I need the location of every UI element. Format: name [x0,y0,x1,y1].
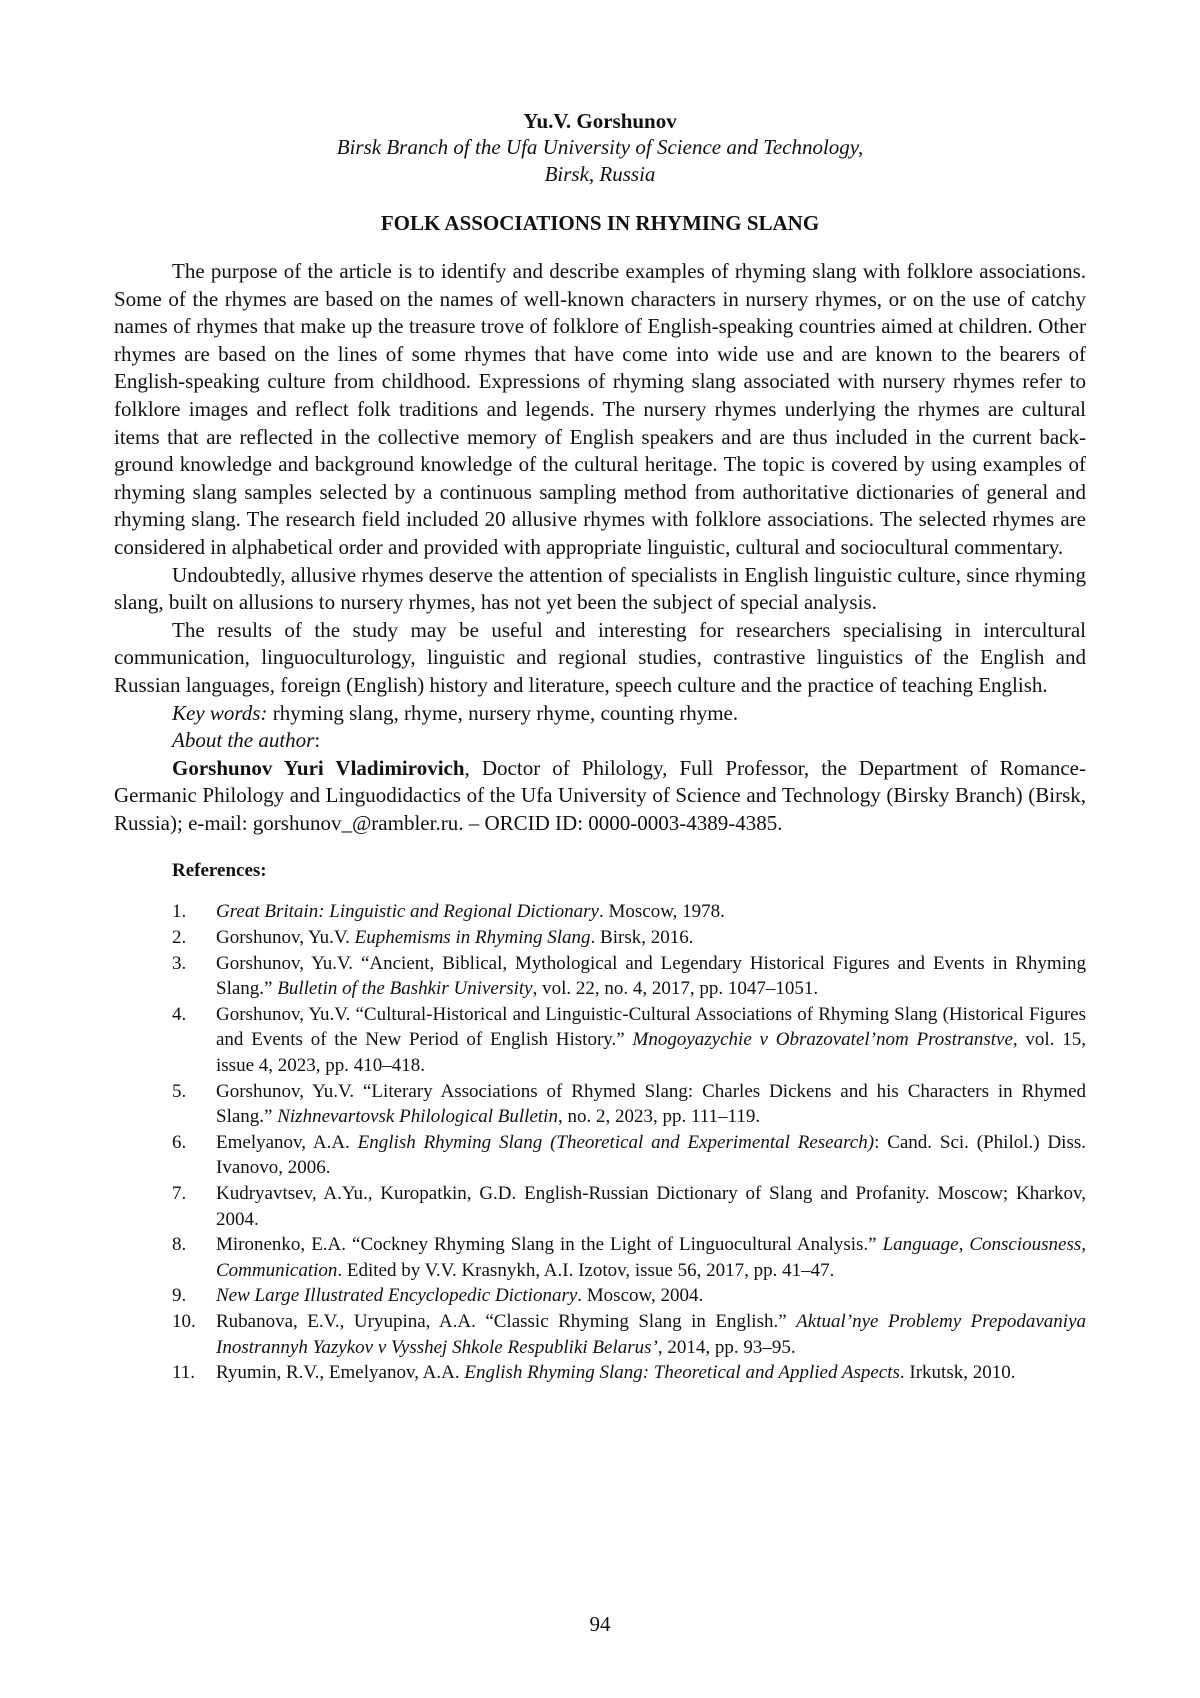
author-bio [114,755,1086,838]
reference-item: 1. Great Britain: Linguistic and Regional Dictionary. Moscow, 1978. [172,901,725,923]
reference-item: 6. Emelyanov, A.A. English Rhyming Slang (Theoretical and Experimental Research): Cand. Sci. (Philol.) Diss. Ivanovo, 2006. [172,1131,1086,1179]
keywords [114,700,1086,728]
author-full-name: Gorshunov Yuri Vladimirovich [172,755,465,780]
keywords-label: Key words: [172,700,268,725]
reference-item: 9. New Large Illustrated Encyclopedic Dictionary. Moscow, 2004. [172,1285,704,1307]
reference-item: 11. Ryumin, R.V., Emelyanov, A.A. English Rhyming Slang: Theoretical and Applied Aspects. Irkutsk, 2010. [172,1362,1016,1384]
keywords-text: rhyming slang, rhyme, nursery rhyme, counting rhyme. [267,700,739,725]
author-bio-text: , Doctor of Philology, Full Professor, the Department of Romance-Germanic Philology and Linguodidactics of the Ufa University of Science and Technology (Birsky Branch) (Birsk, Russia); e-mail: gorshunov_@rambler.ru. – ORCID ID: 0000-0003-4389-4385. [114,755,1086,835]
about-author-heading: About the author: [172,728,321,753]
abstract-paragraph: The purpose of the article is to identify and describe examples of rhyming slang with folklore associations. Some of the rhymes are based on the names of well-known characters in nursery rhymes, or on the use of catchy names of rhymes that make up the treasure trove of folklore of English-speaking countries aimed at children. Other rhymes are based on the lines of some rhymes that have come into wide use and are known to the bearers of English-speaking culture from childhood. Expressions of rhyming slang associated with nursery rhymes refer to folklore images and reflect folk traditions and legends. The nursery rhymes underlying the rhymes are cultural items that are reflected in the collective memory of English speakers and are thus included in the current background knowledge and background knowledge of the cultural heritage. The topic is covered by using examples of rhyming slang samples selected by a continuous sampling method from authoritative dictionaries of general and rhyming slang. The research field included 20 allusive rhymes with folklore associations. The selected rhymes are considered in alphabetical order and provided with appropriate linguistic, cultural and sociocultural commentary. [114,259,1086,559]
references-heading: References: [172,860,267,882]
reference-item: 10. Rubanova, E.V., Uryupina, A.A. “Classic Rhyming Slang in English.” Aktual’nye Problemy Prepodavaniya Inostrannyh Yazykov v Vysshej Shkole Respubliki Belarus’, 2014, pp. 93–95. [172,1310,1086,1358]
reference-item: 2. Gorshunov, Yu.V. Euphemisms in Rhyming Slang. Birsk, 2016. [172,927,694,949]
article [114,108,1086,1386]
abstract-paragraph: The results of the study may be useful and interesting for researchers specialising in intercultural communication, linguoculturology, linguistic and regional studies, contrastive linguistics of the English and Russian languages, foreign (English) history and literature, speech culture and the practice of teaching English. [114,617,1086,697]
affiliation-line-2: Birsk, Russia [544,162,656,186]
abstract-paragraph: Undoubtedly, allusive rhymes deserve the attention of specialists in English linguistic culture, since rhyming slang, built on allusions to nursery rhymes, has not yet been the subject of special analysis. [114,562,1086,615]
reference-item: 8. Mironenko, E.A. “Cockney Rhyming Slang in the Light of Linguocultural Analysis.” Language, Consciousness, Communication. Edited by V.V. Krasnykh, A.I. Izotov, issue 56, 2017, pp. 41–47. [172,1234,1086,1281]
article-title: FOLK ASSOCIATIONS IN RHYMING SLANG [380,211,820,235]
reference-item: 3. Gorshunov, Yu.V. “Ancient, Biblical, Mythological and Legendary Historical Figures and Events in Rhyming Slang.” Bulletin of the Bashkir University, vol. 22, no. 4, 2017, pp. 1047–1051. [172,952,1086,1000]
reference-item: 7. Kudryavtsev, A.Yu., Kuropatkin, G.D. English-Russian Dictionary of Slang and Profanity. Moscow; Kharkov, 2004. [172,1183,1086,1230]
page-number: 94 [589,1612,611,1636]
author-name: Yu.V. Gorshunov [523,109,677,133]
about-author-label: About the author [172,728,315,753]
reference-item: 4. Gorshunov, Yu.V. “Cultural-Historical and Linguistic-Cultural Associations of Rhyming Slang (Historical Figures and Events of the New Period of English History.” Mnogoyazychie v Obrazovatel’nom Prostranstve, vol. 15, issue 4, 2023, pp. 410–418. [172,1003,1086,1077]
affiliation-line-1: Birsk Branch of the Ufa University of Science and Technology, [336,135,864,159]
references-list [114,899,1086,1385]
reference-item: 5. Gorshunov, Yu.V. “Literary Associations of Rhymed Slang: Charles Dickens and his Characters in Rhymed Slang.” Nizhnevartovsk Philological Bulletin, no. 2, 2023, pp. 111–119. [172,1080,1086,1128]
